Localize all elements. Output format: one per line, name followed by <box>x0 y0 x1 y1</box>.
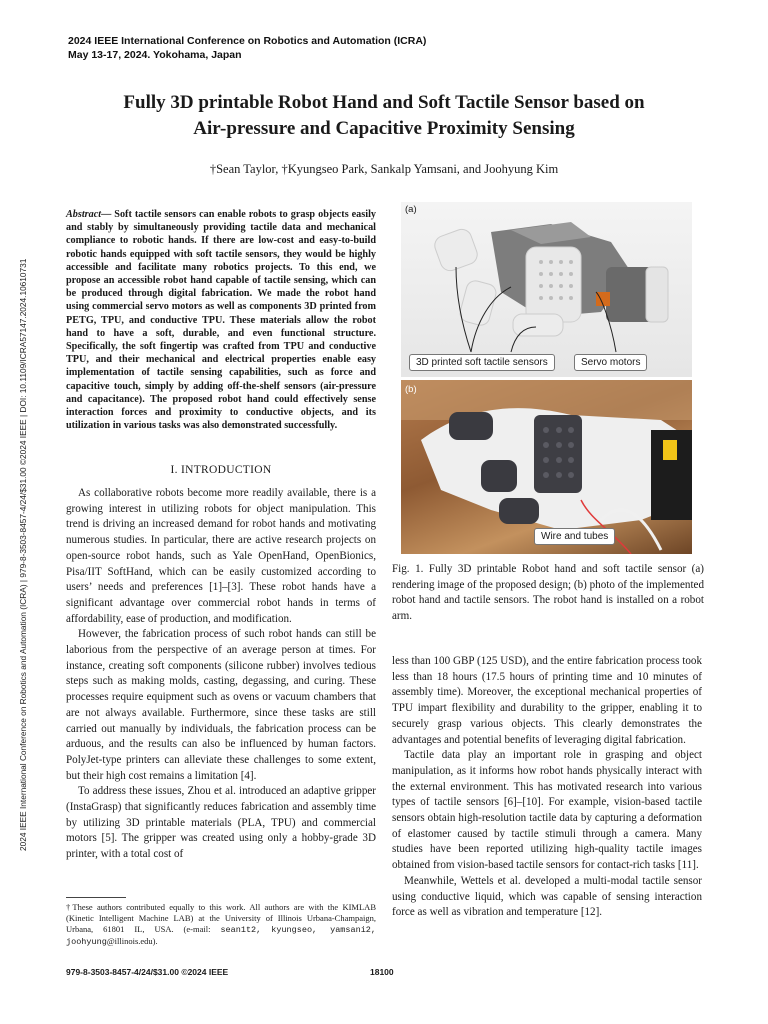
footnote-email-1: sean1t2, <box>220 925 262 935</box>
intro-left-column <box>66 486 376 863</box>
paragraph: However, the fabrication process of such robot hands can still be laborious from the perspective of an average person at times. For instance, creating soft components (silicone rubber) involves tedious steps such as making molds, casting, degassing, and curing. These processes require equipment such as ovens or vacuum chambers that are not always available. Furthermore, since these tasks are still carried out manually by individuals, the fabrication process can be arduous, and the results can also be influenced by human factors. PolyJet-type printers can alleviate these challenges to some extent, but their high cost remains a limitation [4]. <box>66 628 376 782</box>
robot-hand-rendering <box>401 202 692 377</box>
footnote <box>66 902 376 948</box>
conference-header <box>68 34 426 62</box>
conference-name: 2024 IEEE International Conference on Robotics and Automation (ICRA) <box>68 35 427 47</box>
paragraph: To address these issues, Zhou et al. introduced an adaptive gripper (InstaGrasp) that significantly reduces fabrication and assembly time by utilizing 3D printable materials (PLA, TPU) and commercial motors [5]. The gripper was created using only a hobby-grade 3D printer, with a total cost of <box>66 785 376 861</box>
footnote-rule <box>66 897 126 898</box>
title-line-1: Fully 3D printable Robot Hand and Soft Tactile Sensor based on <box>123 92 645 113</box>
paragraph: Meanwhile, Wettels et al. developed a multi-modal tactile sensor using conductive liquid, which was capable of sensing interaction force as well as vibration and temperature [12]. <box>392 874 702 919</box>
paragraph: less than 100 GBP (125 USD), and the entire fabrication process took less than 18 hours (17.5 hours of printing time and 10 minutes of assembly time). Moreover, the exceptional mechanical properties of TPU impart flexibility and durability to the gripper, enabling it to securely grasp various objects. This clearly demonstrates the advantages and potential benefits of leveraging digital fabrication. <box>392 655 702 746</box>
abstract <box>66 208 376 432</box>
footnote-email-2: kyungseo, yamsani2, joohyung <box>66 925 377 947</box>
author-list: †Sean Taylor, †Kyungseo Park, Sankalp Yamsani, and Joohyung Kim <box>209 162 559 176</box>
panel-a-label: (a) <box>405 204 417 215</box>
conference-date: May 13-17, 2024. Yokohama, Japan <box>68 49 242 61</box>
figure-caption: Fig. 1. Fully 3D printable Robot hand and soft tactile sensor (a) rendering image of the proposed design; (b) photo of the implemented robot hand and tactile sensors. The robot hand is installed on a robot arm. <box>392 563 704 622</box>
figure-panel-rendering <box>401 202 692 377</box>
footer-isbn: 979-8-3503-8457-4/24/$31.00 ©2024 IEEE <box>66 967 229 977</box>
doi-sidebar <box>18 171 30 851</box>
callout-wire-and-tubes: Wire and tubes <box>534 528 615 545</box>
figure-panel-photo <box>401 380 692 554</box>
abstract-text: — Soft tactile sensors can enable robots to grasp objects easily and stably by simultaneously providing tactile data and mechanical compliance to robotic hands. If there are low-cost and easy-to-build robotic hands equipped with soft tactile sensors, they would be highly accessible and facilitate many robotics projects. To this end, we propose an accessible robot hand capable of tactile sensing, which can be produced through digital fabrication. We made the robot hand using commercial servo motors as well as components 3D printed from PETG, TPU, and conductive TPU. These materials allow the robot hand to have a soft, durable, and even functional structure. Specifically, the soft fingertip was crafted from TPU and conductive TPU, and their mechanical and electrical properties enable easy implementation of tactile sensing capabilities, such as force and capacitive touch, simply by adding off-the-shelf sensors (air-pressure and capacitance). The proposed robot hand could effectively sense interaction forces and proximity to conductive objects, and its utilization in various tasks was also demonstrated successfully. <box>66 209 376 432</box>
abstract-label: Abstract <box>66 209 102 220</box>
paragraph: As collaborative robots become more readily available, there is a growing interest in utilizing robots for object manipulation. This trend is driving an increased demand for robot hands and motivating numerous studies. In particular, there are active research projects on open-source robot hands, such as Yale OpenHand, OpenBionics, Pisa/IIT SoftHand, which can be easily customized according to users’ needs and preferences [1]–[3]. These robot hands have a significant advantage over commercial robot hands in terms of affordability, ease of production, and modification. <box>66 487 376 625</box>
callout-servo-motors: Servo motors <box>574 354 647 371</box>
panel-b-label: (b) <box>405 384 417 395</box>
section-heading: I. INTRODUCTION <box>170 464 272 476</box>
footnote-domain: @illinois.edu). <box>106 936 158 946</box>
page-number: 18100 <box>370 967 394 977</box>
doi-sidebar-text: 2024 IEEE International Conference on Robotics and Automation (ICRA) | 979-8-3503-8457-4/24/$31.00 ©2024 IEEE | DOI: 10.1109/ICRA57147.2024.10610731 <box>18 258 28 851</box>
intro-right-column <box>392 654 702 921</box>
callout-soft-tactile-sensors: 3D printed soft tactile sensors <box>409 354 555 371</box>
title-line-2: Air-pressure and Capacitive Proximity Sensing <box>193 118 575 139</box>
paper-title <box>60 90 708 142</box>
footnote-text: †These authors contributed equally to this work. All authors are with the KIMLAB (Kinetic Intelligent Machine LAB) at the University of Illinois Urbana-Champaign, Urbana, 61801 IL, USA. (e-mail: <box>66 902 376 934</box>
paragraph: Tactile data play an important role in grasping and object manipulation, as it informs how robot hands physically interact with the external environment. This has motivated research into various types of tactile sensors [6]–[10]. For example, vision-based tactile sensors obtain high-resolution tactile data by capturing a deformation of elastomer caused by tactile stimuli through a camera. Many studies have been reported utilizing high-quality tactile images obtained from vision-based tactile sensors for contact-rich tasks [11]. <box>392 749 702 872</box>
